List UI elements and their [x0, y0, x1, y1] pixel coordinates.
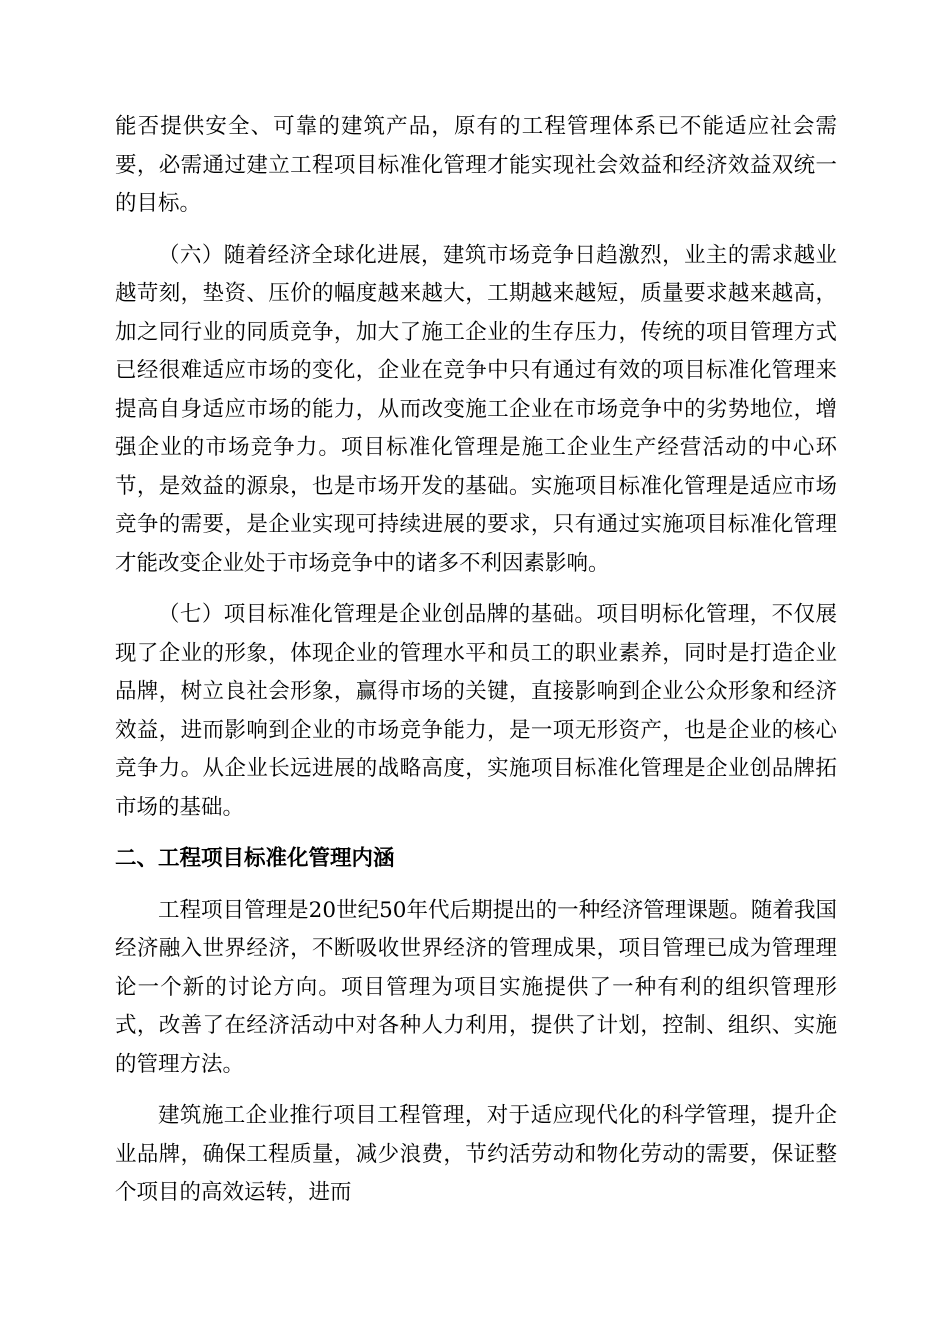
paragraph-item-6: （六）随着经济全球化进展，建筑市场竞争日趋激烈，业主的需求越业越苛刻，垫资、压价的幅度越来越大，工期越来越短，质量要求越来越高，加之同行业的同质竞争，加大了施工企业的生存压力，传统的项目管理方式已经很难适应市场的变化，企业在竞争中只有通过有效的项目标准化管理来提高自身适应市场的能力，从而改变施工企业在市场竞争中的劣势地位，增强企业的市场竞争力。项目标准化管理是施工企业生产经营活动的中心环节，是效益的源泉，也是市场开发的基础。实施项目标准化管理是适应市场竞争的需要，是企业实现可持续进展的要求，只有通过实施项目标准化管理才能改变企业处于市场竞争中的诸多不利因素影响。 — [115, 242, 837, 576]
paragraph-project-management: 工程项目管理是20世纪50年代后期提出的一种经济管理课题。随着我国经济融入世界经济，不断吸收世界经济的管理成果，项目管理已成为管理理论一个新的讨论方向。项目管理为项目实施提供了一种有利的组织管理形式，改善了在经济活动中对各种人力利用，提供了计划，控制、组织、实施的管理方法。 — [115, 897, 837, 1077]
paragraph-item-7: （七）项目标准化管理是企业创品牌的基础。项目明标化管理，不仅展现了企业的形象，体现企业的管理水平和员工的职业素养，同时是打造企业品牌，树立良社会形象，赢得市场的关键，直接影响到企业公众形象和经济效益，进而影响到企业的市场竞争能力，是一项无形资产，也是企业的核心竞争力。从企业长远进展的战略高度，实施项目标准化管理是企业创品牌拓市场的基础。 — [115, 602, 837, 820]
document-body — [115, 108, 837, 1226]
paragraph-construction-enterprise: 建筑施工企业推行项目工程管理，对于适应现代化的科学管理，提升企业品牌，确保工程质量，减少浪费，节约活劳动和物化劳动的需要，保证整个项目的高效运转，进而 — [115, 1103, 837, 1205]
section-heading: 二、工程项目标准化管理内涵 — [115, 846, 395, 871]
paragraph-continuation: 能否提供安全、可靠的建筑产品，原有的工程管理体系已不能适应社会需要，必需通过建立工程项目标准化管理才能实现社会效益和经济效益双统一的目标。 — [115, 114, 837, 216]
